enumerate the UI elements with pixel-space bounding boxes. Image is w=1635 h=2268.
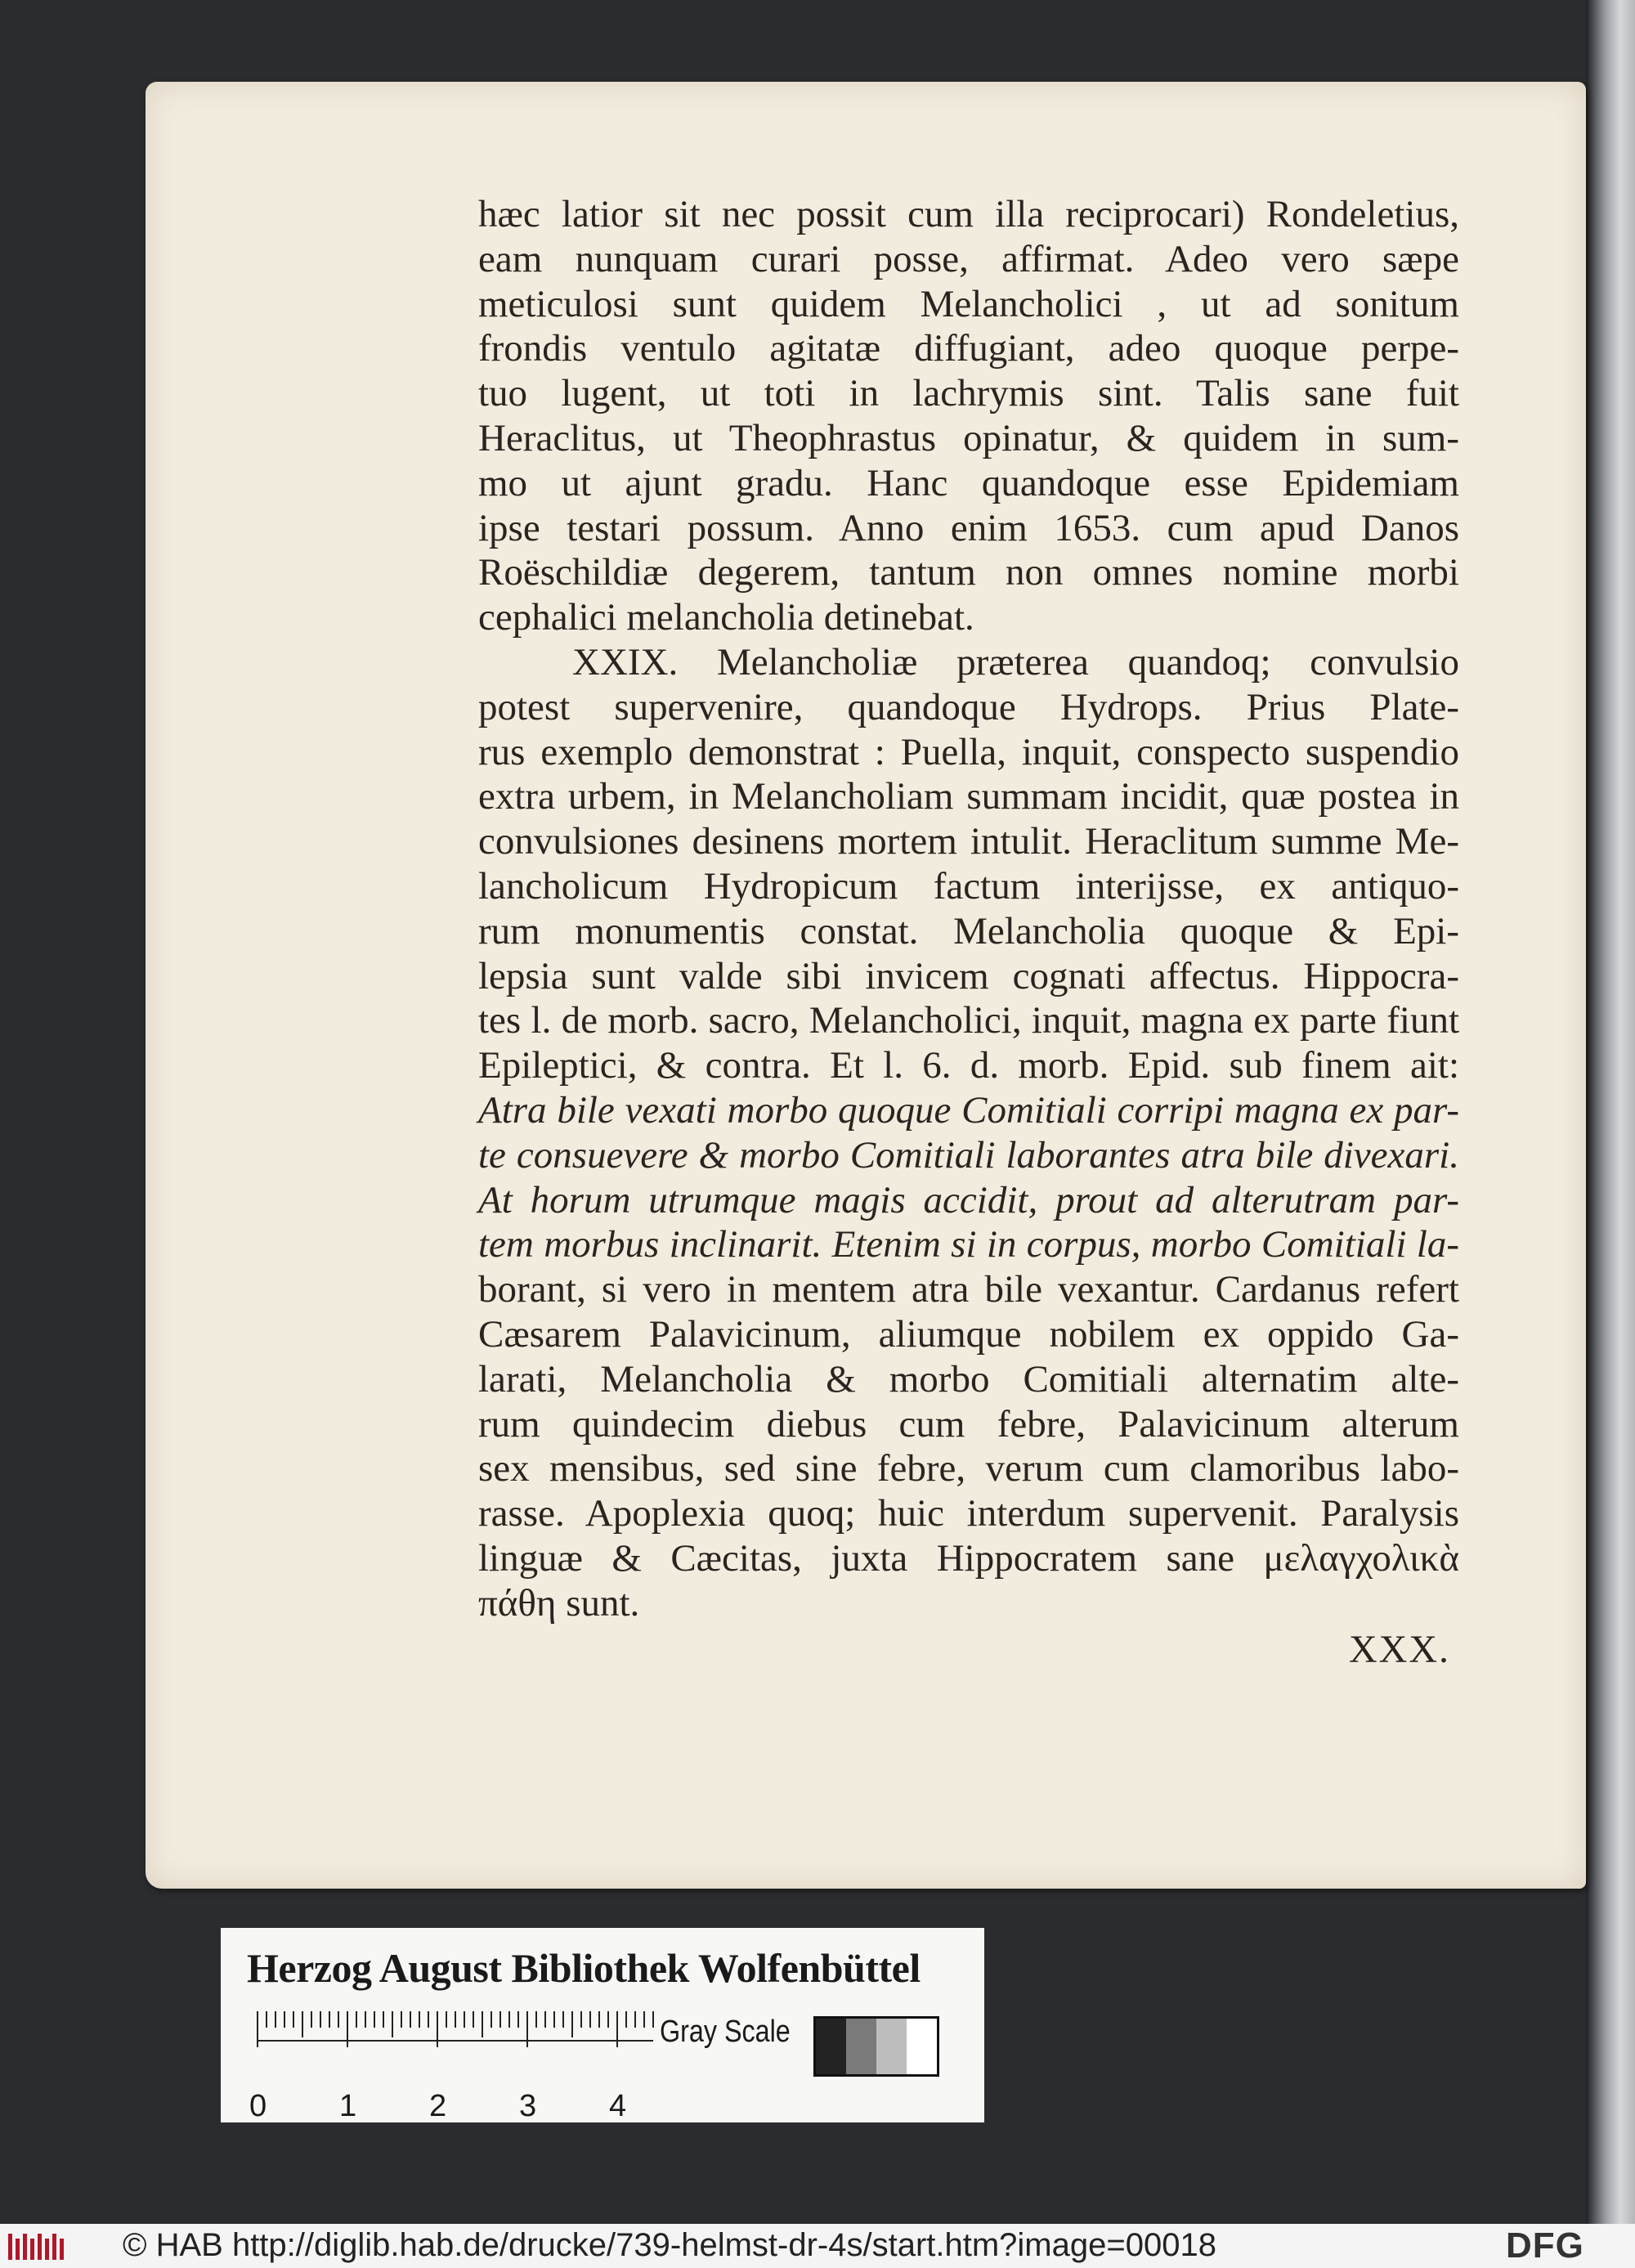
text-line: lancholicum Hydropicum factum interijsse, ex antiquo-: [478, 864, 1459, 908]
swatch: [907, 2019, 937, 2074]
text-line: extra urbem, in Melancholiam summam incidit, quæ postea in: [478, 775, 1459, 818]
text-line: rus exemplo demonstrat : Puella, inquit, conspecto suspendio: [478, 730, 1459, 773]
hab-logo-icon: [7, 2230, 65, 2263]
ruler-number: 3: [519, 2089, 537, 2122]
catchword: XXX.: [1349, 1628, 1450, 1671]
text-line: cephalici melancholia detinebat.: [478, 596, 974, 639]
page-text: [478, 192, 1459, 1626]
swatch: [876, 2019, 907, 2074]
text-line: rum quindecim diebus cum febre, Palavicinum alterum: [478, 1402, 1459, 1446]
text-line: Cæsarem Palavicinum, aliumque nobilem ex oppido Ga-: [478, 1312, 1459, 1356]
text-line: eam nunquam curari posse, affirmat. Adeo vero sæpe: [478, 237, 1459, 280]
text-line: ipse testari possum. Anno enim 1653. cum apud Danos: [478, 506, 1459, 549]
swatch: [816, 2019, 846, 2074]
text-line: tem morbus inclinarit. Etenim si in corpus, morbo Comitiali la-: [478, 1223, 1459, 1266]
footer-bar: [0, 2224, 1635, 2268]
scan-board-edge: [1586, 0, 1635, 2224]
text-line: hæc latior sit nec possit cum illa reciprocari) Rondeletius,: [478, 193, 1459, 235]
text-line: meticulosi sunt quidem Melancholici , ut ad sonitum: [478, 282, 1459, 325]
text-line: Atra bile vexati morbo quoque Comitiali corripi magna ex par-: [478, 1088, 1459, 1132]
gray-scale-swatches: [813, 2016, 939, 2077]
text-line: tes l. de morb. sacro, Melancholici, inquit, magna ex parte fiunt: [478, 999, 1459, 1042]
gray-scale-label: Gray Scale: [660, 2015, 791, 2049]
text-line: mo ut ajunt gradu. Hanc quandoque esse Epidemiam: [478, 461, 1459, 504]
text-line: Roëschildiæ degerem, tantum non omnes nomine morbi: [478, 551, 1459, 594]
text-line: πάθη sunt.: [478, 1581, 640, 1625]
text-line: convulsiones desinens mortem intulit. Heraclitum summe Me-: [478, 820, 1459, 863]
ruler-number: 2: [429, 2089, 447, 2122]
text-line: frondis ventulo agitatæ diffugiant, adeo quoque perpe-: [478, 327, 1459, 370]
text-line: larati, Melancholia & morbo Comitiali alternatim alte-: [478, 1357, 1459, 1401]
swatch: [846, 2019, 876, 2074]
ruler-number: 1: [339, 2089, 357, 2122]
text-line: tuo lugent, ut toti in lachrymis sint. Talis sane fuit: [478, 372, 1459, 415]
text-line: potest supervenire, quandoque Hydrops. Prius Plate-: [478, 685, 1459, 728]
text-line: rasse. Apoplexia quoq; huic interdum supervenit. Paralysis: [478, 1492, 1459, 1535]
text-line: sex mensibus, sed sine febre, verum cum clamoribus labo-: [478, 1447, 1459, 1490]
text-line: te consuevere & morbo Comitiali laborantes atra bile divexari.: [478, 1133, 1459, 1177]
ruler-number: 4: [609, 2089, 627, 2122]
text-line: rum monumentis constat. Melancholia quoque & Epi-: [478, 909, 1459, 952]
text-line: Epileptici, & contra. Et l. 6. d. morb. Epid. sub finem ait:: [478, 1044, 1459, 1087]
ruler-number: 0: [249, 2089, 267, 2122]
source-url[interactable]: © HAB http://diglib.hab.de/drucke/739-helmst-dr-4s/start.htm?image=00018: [123, 2227, 1216, 2263]
section-heading-line: XXIX. Melancholiæ præterea quandoq; convulsio: [572, 640, 1459, 684]
text-line: lepsia sunt valde sibi invicem cognati affectus. Hippocra-: [478, 954, 1459, 997]
text-line: linguæ & Cæcitas, juxta Hippocratem sane μελαγχολικὰ: [478, 1536, 1459, 1580]
dfg-logo: DFG: [1506, 2225, 1584, 2266]
text-line: Heraclitus, ut Theophrastus opinatur, & quidem in sum-: [478, 416, 1459, 459]
color-reference-card: [221, 1928, 984, 2122]
text-line: At horum utrumque magis accidit, prout ad alterutram par-: [478, 1178, 1459, 1221]
text-line: borant, si vero in mentem atra bile vexantur. Cardanus refert: [478, 1268, 1459, 1311]
library-name: Herzog August Bibliothek Wolfenbüttel: [247, 1945, 921, 1991]
